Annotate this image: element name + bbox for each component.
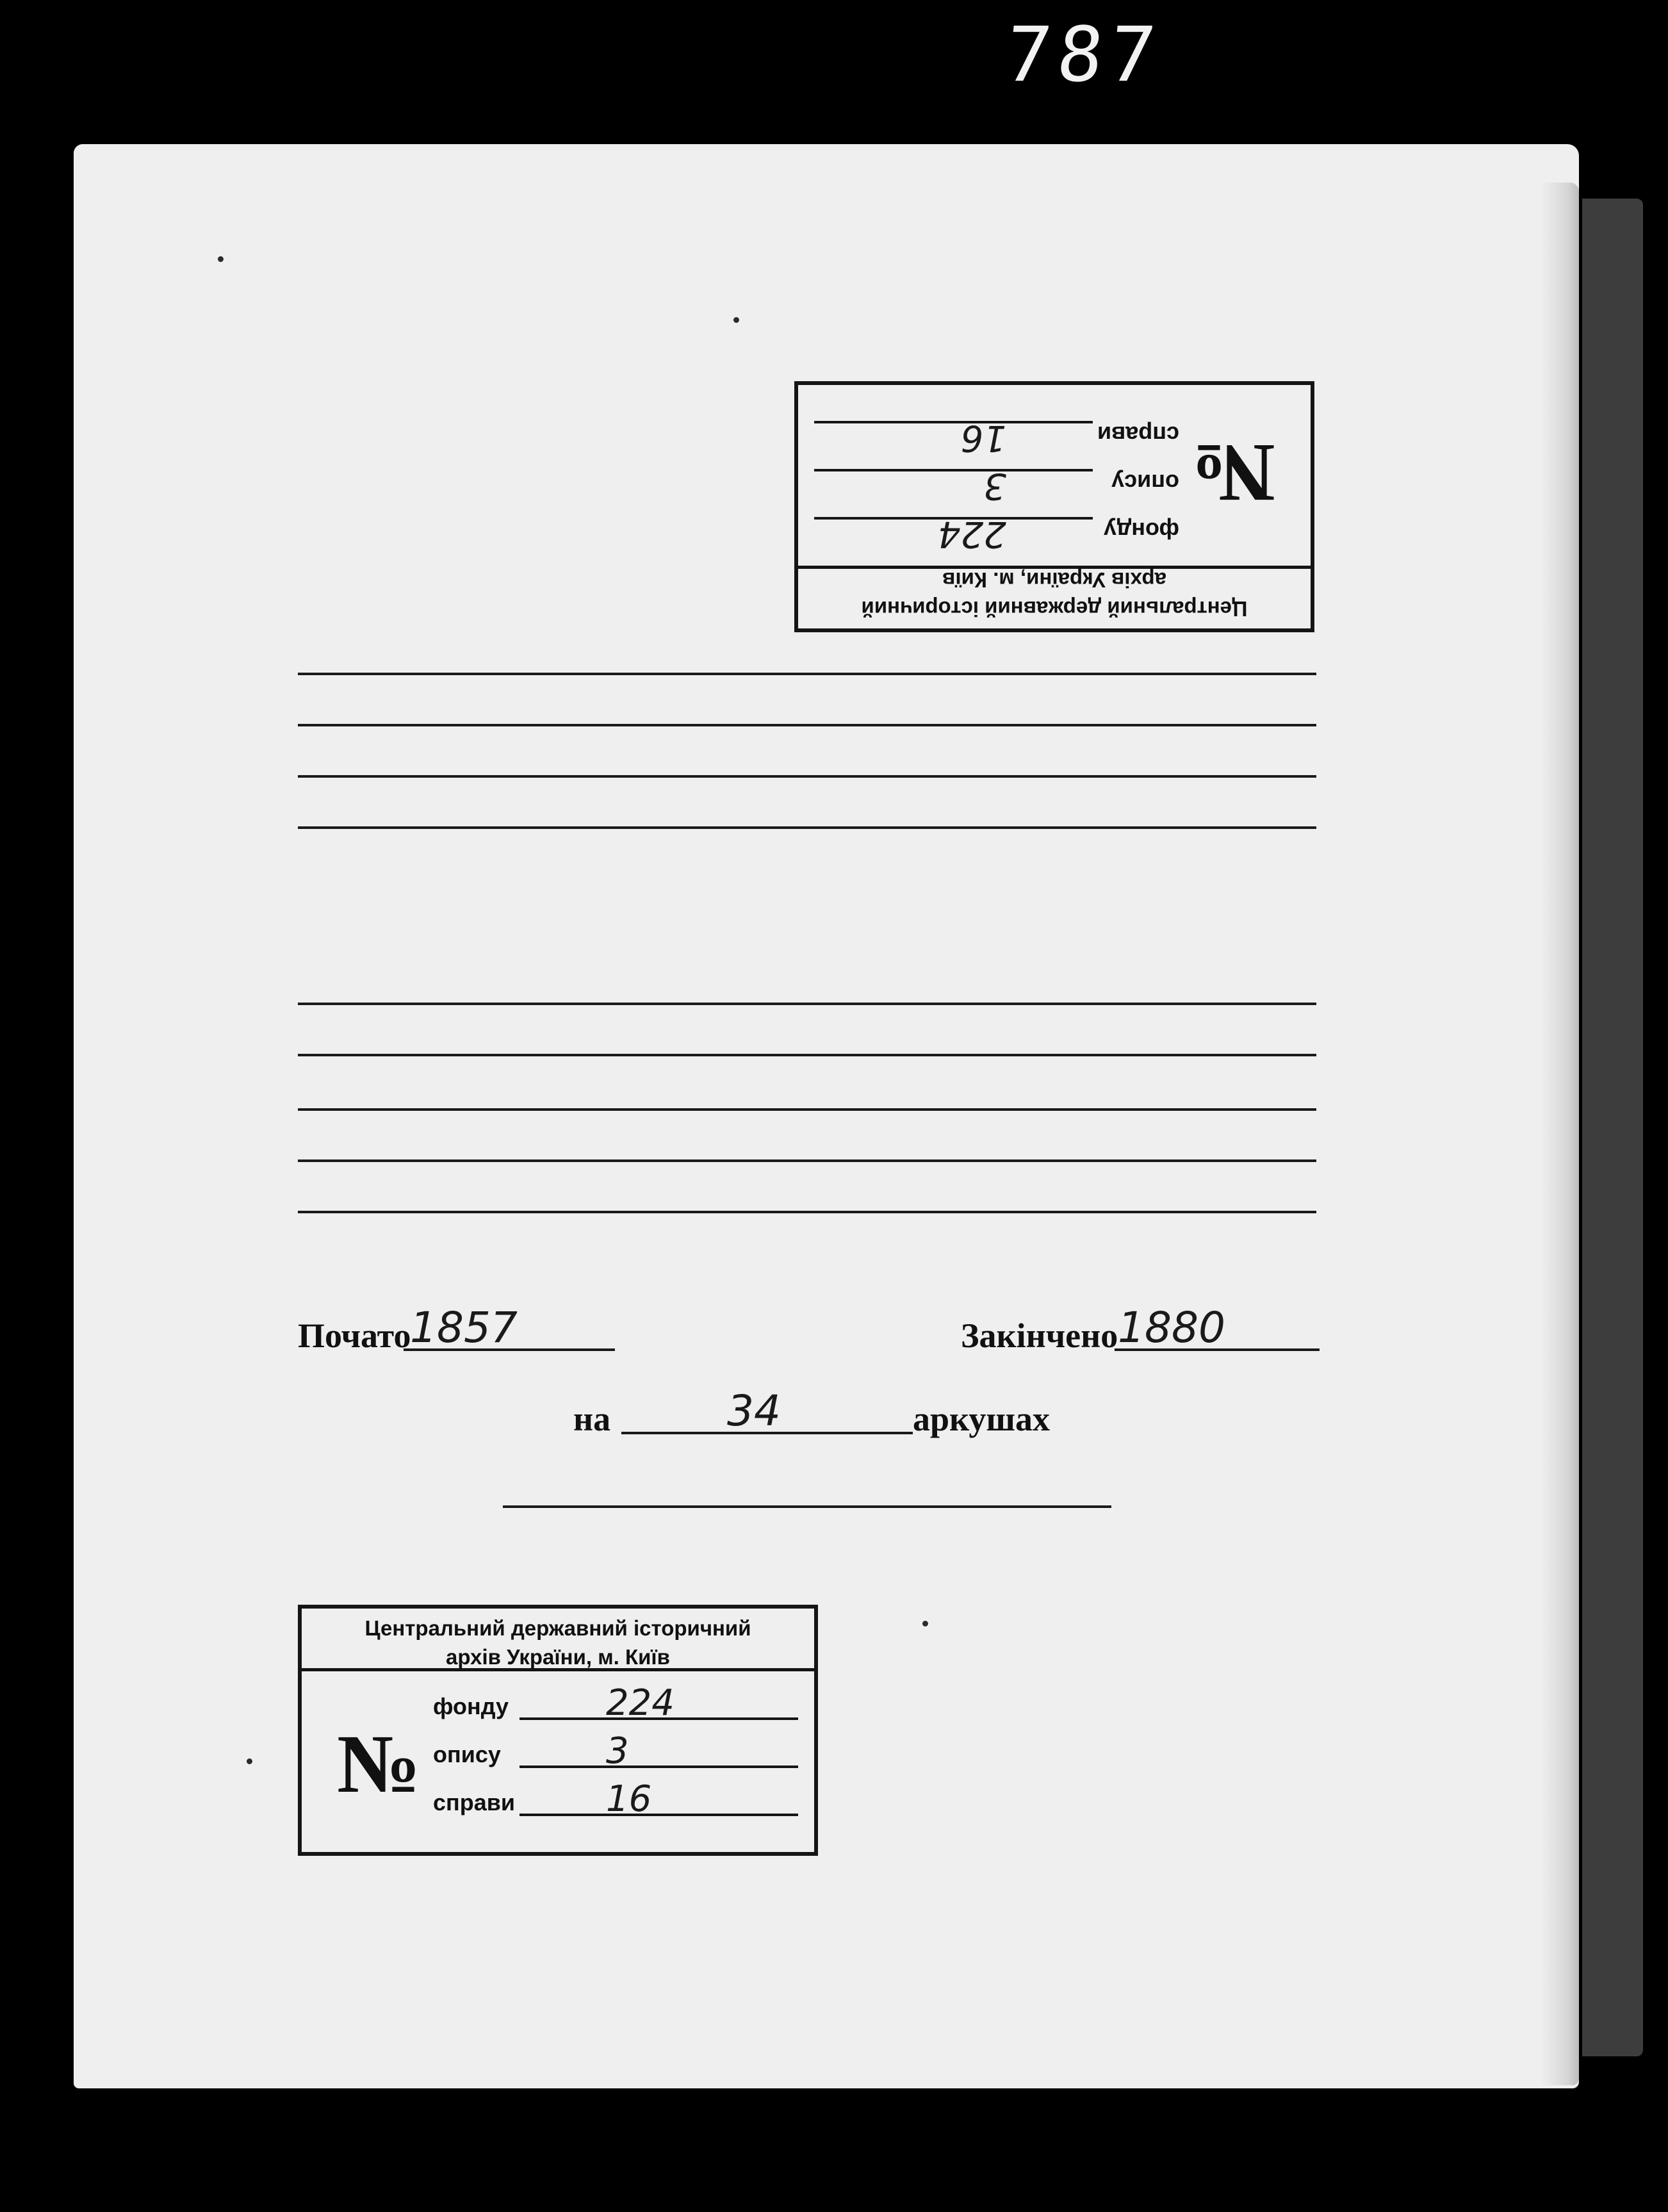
folder-curled-edge <box>1541 183 1579 2085</box>
on-label: на <box>573 1400 611 1438</box>
paper-speck <box>922 1621 928 1626</box>
numero-sign: № <box>1197 427 1275 519</box>
ruled-line <box>298 673 1316 675</box>
fond-value: 224 <box>606 1682 675 1724</box>
back-sheet-edge <box>1582 199 1643 2056</box>
started-label: Почато <box>298 1316 411 1355</box>
ruled-line <box>298 724 1316 726</box>
stamp-header-line2: архів України, м. Київ <box>446 1645 670 1669</box>
ruled-line <box>298 1159 1316 1162</box>
opys-line <box>519 1766 798 1768</box>
archive-stamp <box>298 1605 818 1856</box>
stamp-header-line1: Центральний державний історичний <box>364 1616 751 1640</box>
stamp-row-fond <box>814 513 1179 555</box>
stamp-row-opys <box>814 465 1179 507</box>
stamp-header-line1: Центральний державний історичний <box>861 597 1248 621</box>
opys-label: опису <box>1111 470 1179 496</box>
archive-folder-cover <box>74 144 1579 2088</box>
ruled-line <box>298 826 1316 829</box>
fond-label: фонду <box>1103 518 1179 544</box>
sprava-value: 16 <box>606 1778 652 1820</box>
stamp-header <box>798 566 1311 628</box>
sprava-line <box>519 1814 798 1816</box>
paper-speck <box>218 256 224 262</box>
sprava-value: 16 <box>960 417 1006 459</box>
opys-value: 3 <box>983 465 1006 507</box>
stamp-row-sprava <box>433 1778 798 1820</box>
numero-sign: № <box>337 1718 416 1810</box>
ruled-line <box>298 1108 1316 1111</box>
opys-line <box>814 469 1093 471</box>
paper-speck <box>247 1758 252 1764</box>
paper-speck <box>733 317 739 323</box>
ruled-line <box>298 1003 1316 1005</box>
fond-label: фонду <box>433 1693 509 1719</box>
stamp-body <box>302 1671 814 1844</box>
ruled-line <box>298 1054 1316 1056</box>
finished-label: Закінчено <box>961 1316 1118 1355</box>
sprava-label: справи <box>433 1789 516 1815</box>
ruled-line <box>298 1211 1316 1213</box>
sprava-line <box>814 421 1093 423</box>
sprava-label: справи <box>1097 422 1179 448</box>
finished-value: 1880 <box>1118 1303 1225 1352</box>
stamp-row-fond <box>433 1682 798 1724</box>
fond-value: 224 <box>938 513 1006 555</box>
blank-line <box>503 1505 1111 1508</box>
stamp-row-opys <box>433 1730 798 1772</box>
sheets-label: аркушах <box>913 1400 1050 1438</box>
ruled-line <box>298 775 1316 778</box>
opys-value: 3 <box>606 1730 629 1772</box>
stamp-header <box>302 1609 814 1671</box>
sheets-value: 34 <box>727 1386 781 1436</box>
started-value: 1857 <box>410 1303 518 1352</box>
opys-label: опису <box>433 1741 501 1767</box>
stamp-header-line2: архів України, м. Київ <box>942 568 1166 592</box>
stamp-body <box>798 393 1311 566</box>
page-number: 787 <box>1001 10 1166 99</box>
archive-stamp-inverted <box>794 381 1314 632</box>
stamp-row-sprava <box>814 417 1179 459</box>
